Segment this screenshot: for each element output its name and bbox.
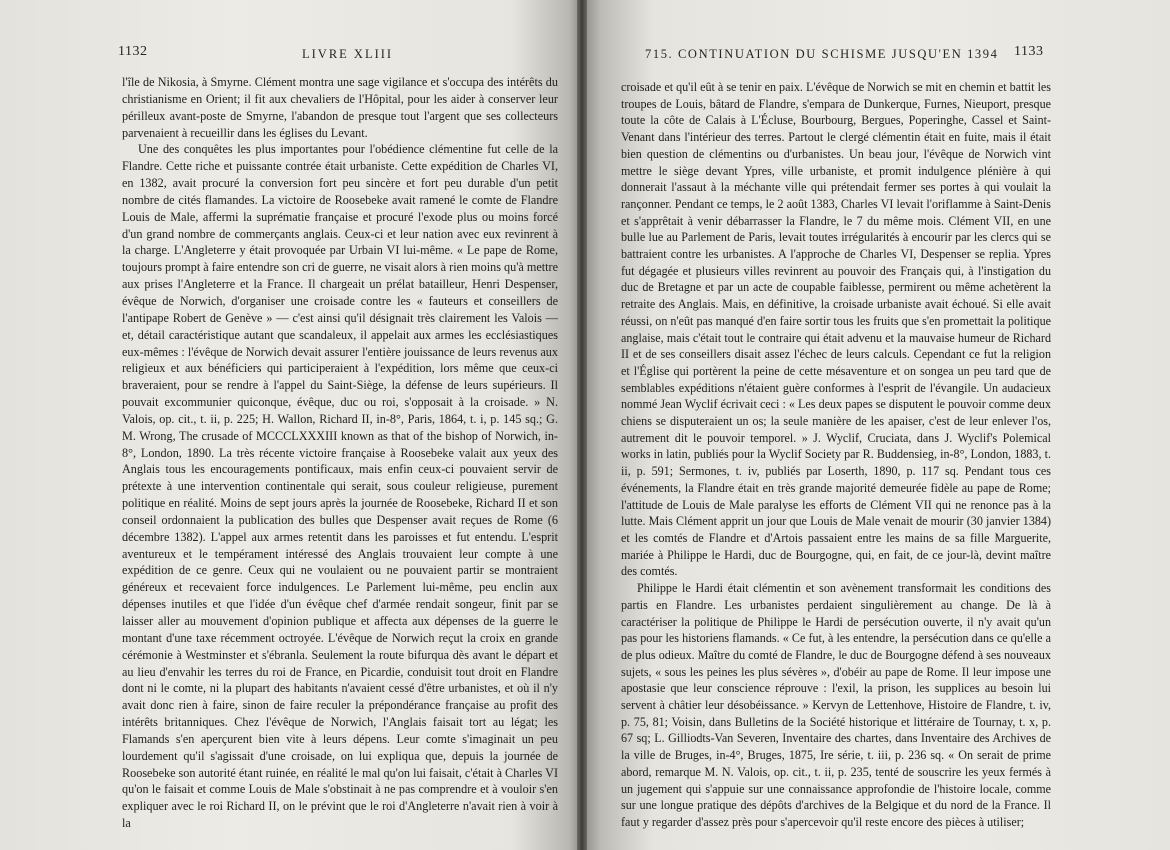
running-title: LIVRE XLIII	[302, 47, 394, 61]
left-page	[0, 0, 581, 850]
paragraph: croisade et qu'il eût à se tenir en paix. L'évêque de Norwich se mit en chemin et battit les troupes de Louis, bâtard de Flandre, s'empara de Dunkerque, Furnes, Nieuport, presque toute la côte de Calais à L'Écluse, Bourbourg, Bergues, Poperinghe, Cassel et Saint-Venant dans l'intérieur des terres. Partout le clergé clémentin était en fuite, mais il était bien question de clémentins ou d'urbanistes. Un beau jour, l'évêque de Norwich vint mettre le siège devant Ypres, ville urbaniste, et promit indulgence plénière à qui donnerait l'assaut à la méchante ville qui prétendait fermer ses portes à qui voulait la rançonner. Pendant ce temps, le 2 août 1383, Charles VI levait l'oriflamme à Saint-Denis et s'apprêtait à venir débarrasser la Flandre, le 7 du même mois. Clément VII, en une bulle lue au Parlement de Paris, levait toutes irrégularités à encourir par les clercs qui se battraient contre les urbanistes. A l'approche de Charles VI, Despenser se replia. Ypres fut dégagée et plusieurs villes revinrent au pouvoir des Français qui, à l'instigation du duc de Bretagne et par un acte de coupable faiblesse, permirent ou même achetèrent la retraite des Anglais. Mais, en définitive, la croisade urbaniste avait échoué. Si elle avait réussi, on n'eût pas manqué d'en faire sortir tous les fruits que s'en promettait la politique anglaise, mais c'était tout le contraire qui était advenu et la mauvaise humeur de Richard II et de ses conseillers disait assez l'échec de leurs calculs. Cependant ce fut la religion et l'Église qui portèrent la peine de cette mésaventure et on songea un peu tard que de semblables expéditions n'étaient guère conformes à l'esprit de l'évangile. Un audacieux nommé Jean Wyclif écrivait ceci : « Les deux papes se disputent le pouvoir comme deux chiens se disputeraient un os; la seule manière de les apaiser, c'est de leur enlever l'os, autrement dit le pouvoir temporel. » J. Wyclif, Cruciata, dans J. Wyclif's Polemical works in latin, publiés pour la Wyclif Society par R. Buddensieg, in-8°, London, 1883, t. ii, p. 591; Sermones, t. iv, publiés par Loserth, 1890, p. 117 sq. Pendant tous ces événements, la Flandre était en très grande majorité demeurée fidèle au pape de Rome; l'attitude de Louis de Male paralyse les efforts de Clément VII qui ne renonce pas à la lutte. Mais Clément apprit un jour que Louis de Male venait de mourir (30 janvier 1384) et les comtés de Flandre et d'Artois passaient entre les mains de sa fille Marguerite, mariée à Philippe le Hardi, duc de Bourgogne, qui, en fait, de ce jour-là, devint maître des comtés.	[621, 80, 1051, 579]
body-text	[122, 74, 558, 832]
page-number: 1132	[118, 44, 148, 59]
body-text	[621, 79, 1051, 831]
running-title: 715. CONTINUATION DU SCHISME JUSQU'EN 1394	[645, 47, 999, 61]
page-number: 1133	[1014, 44, 1044, 59]
paragraph: Une des conquêtes les plus importantes pour l'obédience clémentine fut celle de la Flandre. Cette riche et puissante contrée était urbaniste. Cette expédition de Charles VI, en 1382, avait procuré la conversion fort peu sincère et fort peu durable d'un petit nombre de cités flamandes. La victoire de Roosebeke avait ramené le comte de Flandre Louis de Male, affermi la suprématie française et procuré l'exode plus ou moins forcé d'un grand nombre de commerçants anglais. Ceux-ci et leur nation avec eux revinrent à la charge. L'Angleterre y était provoquée par Urbain VI lui-même. « Le pape de Rome, toujours prompt à faire entendre son cri de guerre, ne visait alors à rien moins qu'à mettre aux prises l'Angleterre et la France. Il chargeait un prélat batailleur, Henri Despenser, évêque de Norwich, d'organiser une croisade contre les « fauteurs et conseillers de l'antipape Robert de Genève » — c'est ainsi qu'il désignait très clairement les Valois — et, détail caractéristique autant que scandaleux, il appelait aux armes les ecclésiastiques eux-mêmes : l'évêque de Norwich devait assurer l'entière jouissance de leurs revenus aux religieux et aux bénéficiers qui participeraient à l'expédition, lors même que ceux-ci braveraient, pour se rendre à l'appel du Saint-Siège, la défense de leurs supérieurs. Il pouvait excommunier quiconque, évêque, duc ou roi, s'opposait à la croisade. » N. Valois, op. cit., t. ii, p. 225; H. Wallon, Richard II, in-8°, Paris, 1864, t. i, p. 145 sq.; G. M. Wrong, The crusade of MCCCLXXXIII known as that of the bishop of Norwich, in-8°, London, 1890. La très récente victoire française à Roosebeke valait aux yeux des Anglais tous les encouragements pontificaux, mais enfin ceux-ci pouvaient servir de prétexte à une intervention continentale qui serait, sous couleur religieuse, purement politique en réalité. Moins de sept jours après la journée de Roosebeke, Richard II et son conseil ordonnaient la publication des bulles que Despenser avait reçues de Rome (6 décembre 1382). L'appel aux armes retentit dans les paroisses et fut entendu. L'esprit aventureux et le tempérament intéressé des Anglais trouvaient leur compte à une expédition de ce genre. Ceux qui ne voulaient ou ne pouvaient partir se montraient généreux et recevaient force indulgences. Le Parlement lui-même, peu enclin aux dépenses inutiles et que l'idée d'un évêque chef d'armée rendait songeur, finit par se laisser aller au mouvement d'opinion publique et affecta aux dépenses de la guerre le montant d'une taxe récemment octroyée. L'évêque de Norwich reçut la croix en grande cérémonie à Westminster et s'ébranla. Seulement la route bifurqua dès avant le départ et au lieu d'envahir les terres du roi de France, en Picardie, conduisit tout droit en Flandre dont ni le comte, ni la plupart des habitants n'avaient cessé d'être urbanistes, et où il n'y avait donc rien à faire, sinon de faire reculer la prépondérance française au profit des intérêts britanniques. Chez l'évêque de Norwich, l'Anglais faisait tort au légat; les Flamands s'en aperçurent bien vite à leurs dépens. Leur comte s'imaginait un peu lourdement qu'il s'agissait d'une croisade, on lui expliqua que, depuis la journée de Roosebeke son autorité étant ruinée, en réalité le mal qu'on lui faisait, c'était à Charles VI qu'on le faisait et comme Louis de Male s'obstinait à ne pas comprendre et à vouloir s'en expliquer avec le roi Richard II, on le prévint que le roi d'Angleterre n'avait rien à voir à la	[122, 142, 558, 831]
paragraph: Philippe le Hardi était clémentin et son avènement transformait les conditions des partis en Flandre. Les urbanistes perdaient singulièrement au change. De là à caractériser la politique de Philippe le Hardi de persécution ouverte, il n'y avait qu'un pas pour les historiens flamands. « Ce fut, à les entendre, la persécution dans ce qu'elle a de plus odieux. Maître du comté de Flandre, le duc de Bourgogne défend à ses nouveaux sujets, « sous les peines les plus sévères », d'obéir au pape de Rome. Il leur impose une apostasie que leur conscience réprouve : l'exil, la prison, les supplices au besoin lui servent à châtier leur désobéissance. » Kervyn de Lettenhove, Histoire de Flandre, t. iv, p. 75, 81; Voisin, dans Bulletins de la Société historique et littéraire de Tournay, t. x, p. 67 sq; L. Gilliodts-Van Severen, Inventaire des chartes, dans Inventaire des Archives de la ville de Bruges, in-4°, Bruges, 1875, Ire série, t. iii, p. 236 sq. « On serait de prime abord, remarque M. N. Valois, op. cit., t. ii, p. 235, tenté de souscrire les yeux fermés à un jugement qui s'appuie sur une connaissance approfondie de l'histoire locale, comme sur une longue pratique des dépôts d'archives de la Belgique et du nord de la France. Il faut y regarder d'assez près pour s'apercevoir qu'il reste encore des pièces à utiliser;	[621, 581, 1051, 829]
paragraph: l'île de Nikosia, à Smyrne. Clément montra une sage vigilance et s'occupa des intérêts du christianisme en Orient; il fit aux chevaliers de l'Hôpital, pour les aider à conserver leur périlleux avant-poste de Smyrne, l'abandon de presque tout l'argent que ses collecteurs parvenaient à recueillir dans les églises du Levant.	[122, 75, 558, 140]
right-page	[583, 0, 1170, 850]
book-gutter	[577, 0, 587, 850]
